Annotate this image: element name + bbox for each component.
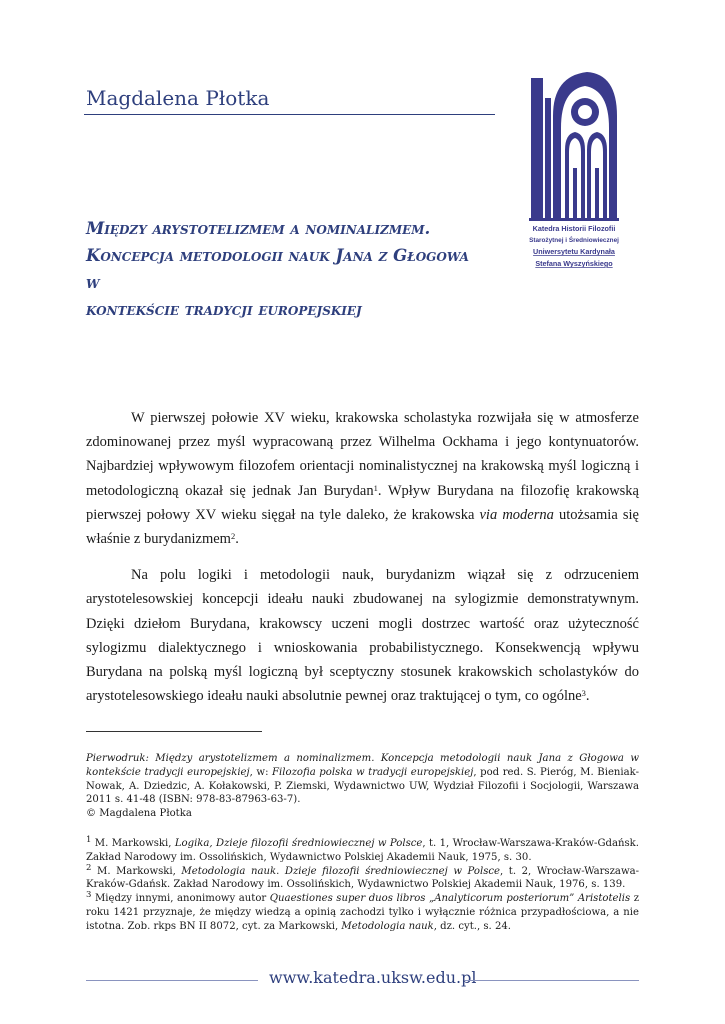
footnote-number: 1	[86, 835, 92, 845]
text-run: M. Markowski,	[91, 865, 182, 877]
text-run-italic: Pierwodruk: Między arystotelizmem a nominalizmem. Koncepcja metodologii nauk Jana z Głogowa w kontekście tradycji europejskiej	[86, 753, 639, 778]
logo-text-line: Katedra Historii Filozofii	[532, 224, 616, 233]
title-line: Między arystotelizmem a nominalizmem.	[86, 219, 431, 238]
footnote-ref[interactable]: 3	[581, 688, 586, 699]
title-line: Koncepcja metodologii nauk Jana z Głogowa w	[86, 246, 469, 292]
text-run-italic: Metodologia nauk. Dzieje filozofii średniowiecznej w Polsce	[181, 865, 501, 877]
text-run: , t. 1, Wrocław-Warszawa-Kraków-Gdańsk. Zakład Narodowy im. Ossolińskich, Wydawnictwo Polskiej Akademii Nauk, 1975, s. 30.	[86, 838, 639, 863]
text-run-italic: Logika, Dzieje filozofii średniowiecznej w Polsce	[174, 838, 423, 849]
copyright-line: © Magdalena Płotka	[86, 808, 192, 820]
text-run-italic: Filozofia polska w tradycji europejskiej	[272, 766, 474, 778]
text-run: , pod red. S. Pieróg, M. Bieniak-Nowak, A. Dziedzic, A. Kołakowski, P. Ziemski, Wydawnictwo UW, Wydział Filozofii i Socjologii, Warszawa 2011 s. 41-48 (ISBN: 978-83-87963-63-7).	[86, 766, 640, 806]
footnotes	[86, 837, 639, 934]
footer-rule-right	[465, 980, 639, 981]
department-logo	[529, 68, 619, 280]
text-run-italic: Quaestiones super duos libros „Analyticorum posteriorum” Aristotelis	[269, 893, 631, 905]
text-run: .	[585, 688, 590, 705]
logo-text-line: Stefana Wyszyńskiego	[535, 259, 613, 268]
paragraph	[86, 563, 639, 708]
text-run: Między innymi, anonimowy autor	[91, 893, 270, 905]
text-run-italic: via moderna	[479, 506, 554, 523]
text-run: . Wpływ Burydana na filozofię krakowską pierwszej połowy XV wieku sięgał na tyle daleko, że krakowska	[86, 482, 639, 523]
text-run: .	[235, 531, 239, 548]
gothic-window-icon	[529, 72, 619, 221]
logo-text-line: Starożytnej i Średniowiecznej	[529, 237, 619, 244]
text-run: Na polu logiki i metodologii nauk, burydanizm wiązał się z odrzuceniem arystotelesowskiej koncepcji ideału nauki zbudowanej na sylogizmie demonstratywnym. Dzięki dziełom Burydana, krakowscy uczeni mogli dostrzec wartość oraz użyteczność sylogizmu dialektycznego i wnioskowania probabilistycznego. Konsekwencją wpływu Burydana na polską myśl logiczną był sceptyczny stosunek krakowskich scholastyków do arystotelesowskiego ideału nauki absolutnie pewnej oraz traktującej o tym, co ogólne	[86, 567, 639, 705]
text-run: utożsamia się właśnie z burydanizmem	[86, 506, 639, 548]
footnote	[86, 837, 639, 865]
footnote-number: 3	[86, 890, 92, 901]
main-text	[86, 406, 639, 720]
text-run: , dz. cyt., s. 24.	[433, 920, 512, 932]
footnote-ref[interactable]: 2	[230, 531, 236, 542]
footnote	[86, 892, 639, 933]
text-run: M. Markowski,	[91, 838, 175, 849]
title-line: kontekście tradycji europejskiej	[86, 300, 362, 319]
paragraph	[86, 406, 639, 551]
text-run-italic: Metodologia nauk	[341, 920, 434, 932]
footer-rule-left	[86, 980, 258, 981]
footnote-number: 2	[86, 862, 92, 873]
footnote	[86, 862, 640, 893]
first-print-note	[86, 752, 639, 821]
footnote-ref[interactable]: 1	[373, 482, 378, 493]
text-run: , w:	[249, 766, 273, 778]
text-run: W pierwszej połowie XV wieku, krakowska scholastyka rozwijała się w atmosferze zdominowanej przez myśl wypracowaną przez Wilhelma Ockhama i jego kontynuatorów. Najbardziej wpływowym filozofem orientacji nominalistycznej na krakowską myśl logiczną i metodologiczną okazał się jednak Jan Burydan	[86, 410, 639, 499]
logo-text-line: Uniwersytetu Kardynała	[533, 247, 615, 256]
article-title	[86, 215, 486, 323]
footer-website-link[interactable]: www.katedra.uksw.edu.pl	[269, 968, 477, 987]
footnote-separator	[86, 731, 262, 732]
first-print-text	[86, 753, 639, 805]
text-run: z roku 1421 przyznaje, że między wiedzą a opinią zachodzi tylko i wyłącznie różnica przypadłościowa, a nie istotna. Zob. rkps BN II 8072, cyt. za Markowski,	[86, 893, 640, 932]
author-name: Magdalena Płotka	[86, 86, 270, 110]
text-run: , t. 2, Wrocław-Warszawa-Kraków-Gdańsk. Zakład Narodowy im. Ossolińskich, Wydawnictwo Polskiej Akademii Nauk, 1976, s. 139.	[86, 865, 640, 891]
author-underline	[84, 114, 495, 115]
